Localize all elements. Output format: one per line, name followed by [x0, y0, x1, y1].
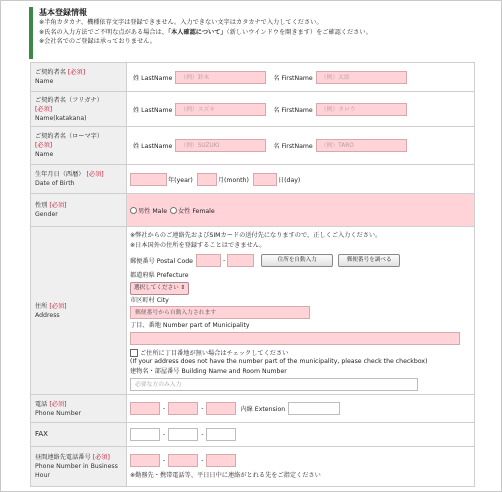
fax-1-input[interactable] [130, 428, 160, 441]
phone-1-input[interactable] [130, 402, 160, 415]
note-line-3: ※会社名でのご登録は承っておりません。 [39, 38, 156, 45]
phone-3-input[interactable] [206, 402, 236, 415]
no-chome-checkbox[interactable] [130, 349, 138, 357]
month-label: 月(month) [217, 176, 249, 184]
kana-first-input[interactable]: （例）タロウ [316, 103, 407, 116]
block-label: 丁目、番地 Number part of Municipality [130, 322, 250, 329]
birth-month-input[interactable] [197, 173, 217, 186]
postal-label: 郵便番号 Postal Code [130, 258, 193, 265]
postal-code-1-input[interactable] [196, 254, 221, 267]
no-chome-english: (If your address does not have the number part of the municipality, please check the checkbox) [130, 358, 428, 365]
note-line-1: ※半角カタカナ、機種依存文字は登録できません。入力できない文字はカタカナで入力してください。 [39, 19, 323, 26]
male-label[interactable]: 男性 Male [138, 207, 167, 215]
last-name-label: 姓 LastName [133, 74, 173, 82]
roma-last-input[interactable]: （例）SUZUKI [175, 139, 266, 152]
kana-last-input[interactable]: （例）スズキ [175, 103, 266, 116]
last-name-input[interactable]: （例）鈴木 [175, 71, 266, 84]
no-chome-label[interactable]: ご住所に丁目番地が無い場合はチェックしてください [140, 350, 289, 357]
extension-input[interactable] [288, 402, 340, 415]
kana-first-label: 名 FirstName [273, 106, 313, 114]
registration-table: ご契約者名 [必須] Name 姓 LastName （例）鈴木 名 FirstName （例）太郎 ご契約者名（フリガナ） [必須] Name(katakana) 姓 LastName （例）スズキ 名 FirstName （例）タロウ ご契約者名（ローマ字） [必須] Name 姓 LastName （例）SUZUKI 名 FirstName （例）TARO 生年月日（西暦） [必須] Date of Birth 年(year) 月(month) 日(day) 性別 [必須] Gender 男性 Male 女性 Female 住所 [必須] Address ※弊社からのご連絡先およびSIMカードの送付先になりますので、正しくご入力ください。 ※日本国外の住所を登録することはできません。 郵便番号 Postal Code - 住所を自動入力 郵便番号を調べる 都道府県 Prefecture 選択してください ⇕ 市区町村 City 郵便番号から自動入力されます 丁目、番地 Number part of Municipality ご住所に丁目番地が無い場合はチェックしてください (If your address does not have the number part of the municipality, please check the checkbox) 建物名・部屋番号 Building Name and Room Number 必要な方のみ入力 電話 [必須] Phone Number - - 内線 Extension FAX - - 昼間連絡先電話番号 [必須] Phone Number in Business Hour - - ※勤務先・携帯電話等、平日日中に連絡がとれる先をご指定ください [30, 62, 475, 487]
building-label: 建物名・部屋番号 Building Name and Room Number [130, 368, 287, 375]
kana-last-label: 姓 LastName [133, 106, 173, 114]
roma-label: ご契約者名（ローマ字） [必須] Name [31, 127, 127, 165]
gender-label: 性別 [必須] Gender [31, 194, 127, 227]
birth-year-input[interactable] [130, 173, 167, 186]
year-label: 年(year) [168, 176, 193, 184]
fax-label: FAX [31, 423, 127, 447]
city-input[interactable]: 郵便番号から自動入力されます [130, 306, 310, 319]
daytime-2-input[interactable] [168, 454, 198, 467]
note-line-2: ※氏名の入力方法でご不明な点がある場合は、「本人確認について」（新しいウインドウを開きます）をご確認ください。 [39, 28, 372, 36]
gender-field [127, 194, 475, 227]
daytime-3-input[interactable] [206, 454, 236, 467]
address-label: 住所 [必須] Address [31, 227, 127, 395]
fax-3-input[interactable] [206, 428, 236, 441]
dob-label: 生年月日（西暦） [必須] Date of Birth [31, 165, 127, 194]
daytime-phone-label: 昼間連絡先電話番号 [必須] Phone Number in Business Hour [31, 447, 127, 487]
daytime-note: ※勤務先・携帯電話等、平日日中に連絡がとれる先をご指定ください [130, 472, 321, 479]
section-title: 基本登録情報 [39, 8, 87, 17]
male-radio[interactable] [130, 207, 137, 214]
name-label: ご契約者名 [必須] Name [31, 63, 127, 92]
address-note-1: ※弊社からのご連絡先およびSIMカードの送付先になりますので、正しくご入力ください。 [130, 232, 382, 239]
phone-2-input[interactable] [168, 402, 198, 415]
female-label[interactable]: 女性 Female [178, 207, 215, 215]
day-label: 日(day) [277, 176, 301, 184]
roma-last-label: 姓 LastName [133, 143, 173, 150]
required-badge: [必須] [67, 69, 86, 76]
identity-link[interactable]: 「本人確認について」 [167, 28, 227, 36]
first-name-input[interactable]: （例）太郎 [316, 71, 407, 84]
block-input[interactable] [130, 332, 460, 345]
first-name-label: 名 FirstName [273, 74, 313, 82]
phone-label: 電話 [必須] Phone Number [31, 395, 127, 423]
address-note-2: ※日本国外の住所を登録することはできません。 [130, 242, 266, 249]
fax-2-input[interactable] [168, 428, 198, 441]
female-radio[interactable] [170, 207, 177, 214]
prefecture-select[interactable]: 選択してください ⇕ [130, 282, 189, 295]
postal-code-2-input[interactable] [227, 254, 254, 267]
birth-day-input[interactable] [253, 173, 277, 186]
roma-first-label: 名 FirstName [273, 143, 313, 150]
city-label: 市区町村 City [130, 297, 169, 304]
select-arrow-icon: ⇕ [180, 285, 186, 291]
roma-first-input[interactable]: （例）TARO [316, 139, 407, 152]
auto-address-button[interactable]: 住所を自動入力 [261, 254, 333, 267]
extension-label: 内線 Extension [240, 406, 286, 413]
daytime-1-input[interactable] [130, 454, 160, 467]
prefecture-label: 都道府県 Prefecture [130, 272, 189, 279]
section-header [29, 7, 485, 59]
building-input[interactable]: 必要な方のみ入力 [130, 378, 418, 391]
postal-lookup-button[interactable]: 郵便番号を調べる [338, 254, 400, 267]
kana-label: ご契約者名（フリガナ） [必須] Name(katakana) [31, 92, 127, 127]
